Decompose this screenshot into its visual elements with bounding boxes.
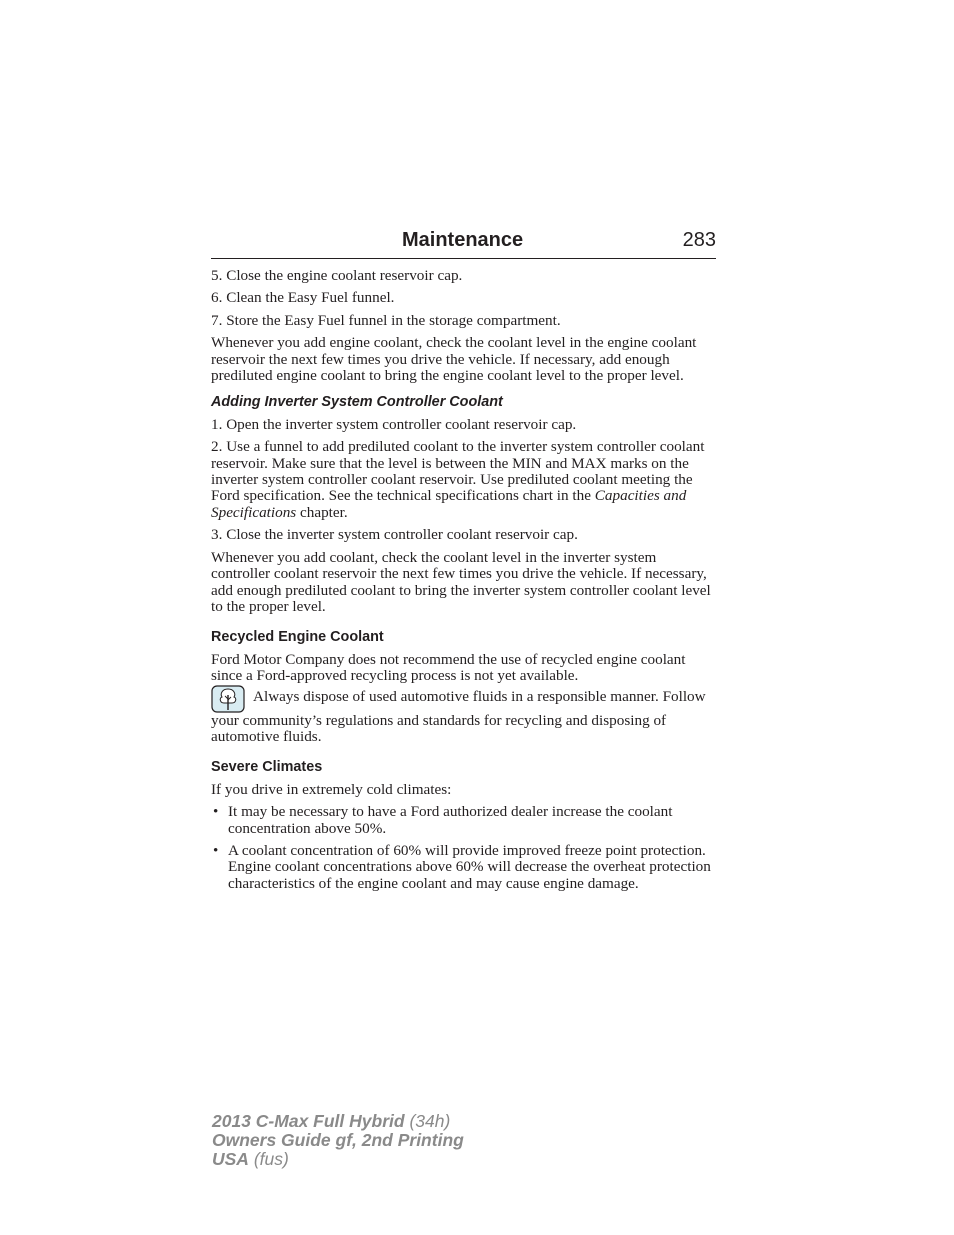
- bullet-icon: •: [213, 841, 219, 859]
- inverter-step-3: 3. Close the inverter system controller coolant reservoir cap.: [211, 526, 578, 544]
- footer-model-code: (34h): [409, 1111, 451, 1131]
- footer-market: USA: [212, 1149, 249, 1169]
- inverter-step-2-end: chapter.: [296, 503, 348, 521]
- inverter-coolant-paragraph: Whenever you add coolant, check the coolant level in the inverter system controller coolant reservoir the next few times you drive the vehicle. If necessary, add enough prediluted coolant to bring the inverter system controller coolant level to the proper level.: [211, 548, 711, 615]
- footer-guide: Owners Guide gf, 2nd Printing: [212, 1130, 464, 1150]
- cold-climates-intro: If you drive in extremely cold climates:: [211, 780, 452, 798]
- section-title: Maintenance: [402, 229, 524, 251]
- list-item: [211, 843, 716, 892]
- footer-market-code: (fus): [253, 1149, 289, 1169]
- list-item-text: It may be necessary to have a Ford authorized dealer increase the coolant concentration above 50%.: [228, 803, 673, 837]
- environment-note: [211, 685, 716, 746]
- bullet-icon: •: [213, 803, 219, 821]
- dispose-fluids-text: Always dispose of used automotive fluids in a responsible manner. Follow your community’s regulations and standards for recycling and disposing of automotive fluids.: [211, 687, 706, 745]
- capacities-reference: Capacities and Specifications: [211, 487, 687, 521]
- recycled-coolant-paragraph: Ford Motor Company does not recommend the use of recycled engine coolant since a Ford-approved recycling process is not yet available.: [211, 650, 686, 685]
- footer-line-3: [212, 1150, 464, 1169]
- page-number: 283: [682, 229, 716, 251]
- inverter-step-1: 1. Open the inverter system controller coolant reservoir cap.: [211, 415, 577, 433]
- heading-severe-climates: Severe Climates: [211, 759, 323, 776]
- inverter-step-2-text: 2. Use a funnel to add prediluted coolant to the inverter system controller coolant reservoir. Make sure that the level is between the MIN and MAX marks on the inverter system controller coolant reservoir. Use prediluted coolant meeting the Ford specification. See the technical specifications chart in the: [211, 438, 705, 505]
- environment-tree-icon: [211, 685, 245, 713]
- footer-line-1: [212, 1112, 464, 1131]
- heading-inverter-coolant: Adding Inverter System Controller Coolant: [211, 394, 503, 411]
- step-6: 6. Clean the Easy Fuel funnel.: [211, 289, 395, 307]
- footer-model: 2013 C-Max Full Hybrid: [212, 1111, 405, 1131]
- footer-line-2: [212, 1131, 464, 1150]
- page-header: [211, 228, 716, 259]
- engine-coolant-paragraph: Whenever you add engine coolant, check the coolant level in the engine coolant reservoir the next few times you drive the vehicle. If necessary, add enough prediluted engine coolant to bring the engine coolant level to the proper level.: [211, 334, 697, 385]
- page-footer: [212, 1112, 464, 1169]
- page-body: [211, 268, 716, 892]
- list-item-text: A coolant concentration of 60% will provide improved freeze point protection. Engine coolant concentrations above 60% will decrease the overheat protection characteristics of the engine coolant and may cause engine damage.: [228, 841, 711, 892]
- manual-page: [211, 228, 716, 892]
- heading-recycled-coolant: Recycled Engine Coolant: [211, 629, 384, 646]
- list-item: [211, 804, 716, 837]
- step-5: 5. Close the engine coolant reservoir cap.: [211, 267, 463, 284]
- inverter-step-2: [211, 439, 716, 521]
- cold-climate-list: [211, 804, 716, 892]
- step-7: 7. Store the Easy Fuel funnel in the storage compartment.: [211, 311, 561, 329]
